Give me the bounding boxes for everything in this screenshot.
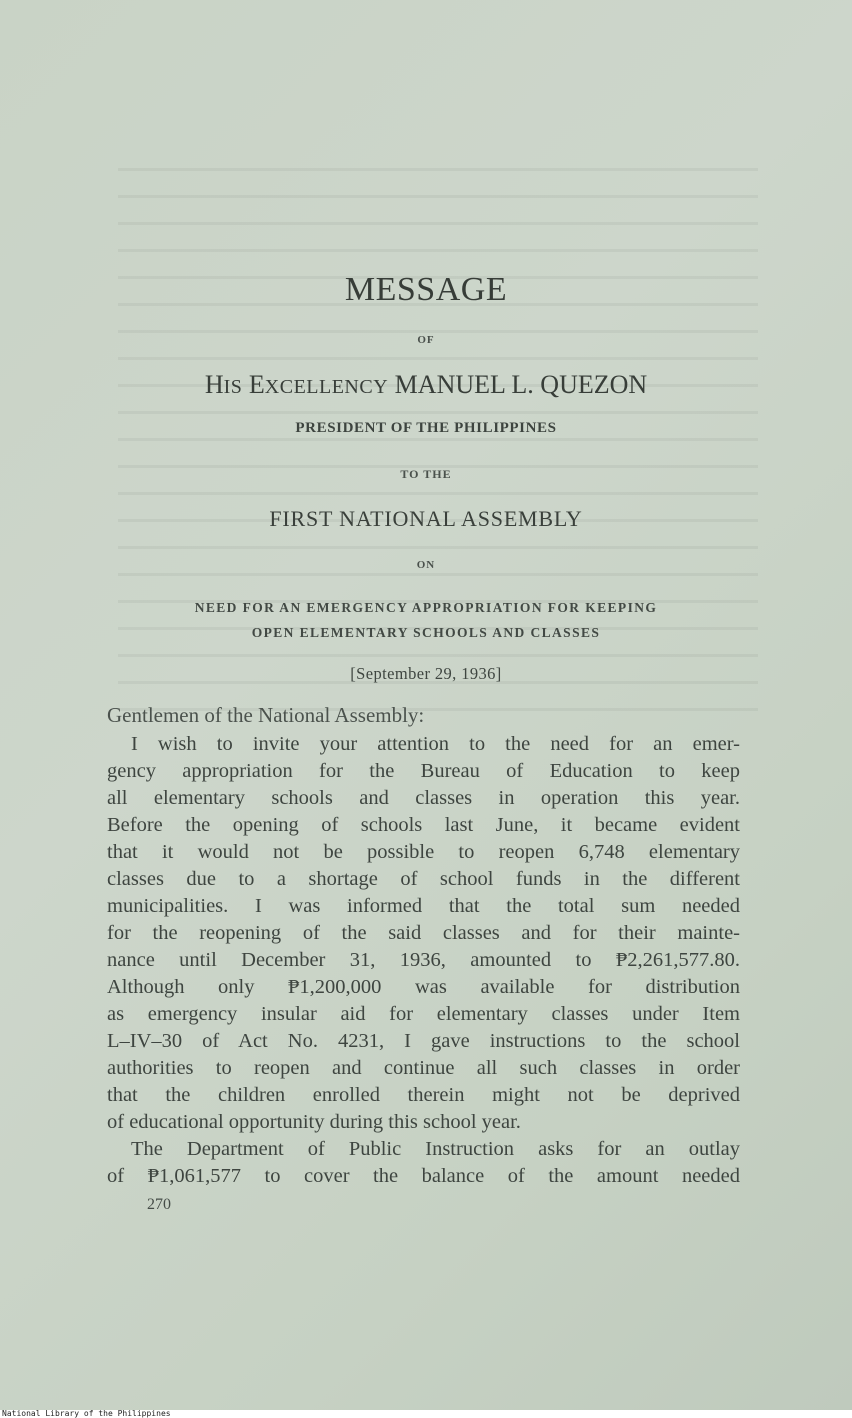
salutation: Gentlemen of the National Assembly: [107,703,425,727]
body-line: that it would not be possible to reopen 6,748 elementary [107,841,740,863]
body-line: that the children enrolled therein might not be deprived [107,1084,740,1106]
excellency-initial: E [248,370,265,399]
assembly-name: FIRST NATIONAL ASSEMBLY [269,506,583,531]
paragraph-2 [107,1136,740,1190]
president-position: PRESIDENT OF THE PHILIPPINES [295,420,557,436]
excellency-rest: XCELLENCY [264,376,389,398]
subject-line-2: OPEN ELEMENTARY SCHOOLS AND CLASSES [251,625,601,640]
to-the-label: TO THE [400,467,452,481]
body-line: as emergency insular aid for elementary classes under Item [107,1003,740,1025]
body-line: L–IV–30 of Act No. 4231, I gave instructions to the school [107,1030,740,1052]
document-title: MESSAGE [344,271,508,308]
body-line: municipalities. I was informed that the total sum needed [107,895,740,917]
body-line: all elementary schools and classes in operation this year. [107,787,740,809]
on-label: ON [416,559,436,571]
addressee-line [0,370,852,400]
body-line: The Department of Public Instruction asks for an outlay [131,1138,740,1160]
subject-line-1: NEED FOR AN EMERGENCY APPROPRIATION FOR KEEPING [194,600,658,615]
body-line: gency appropriation for the Bureau of Education to keep [107,760,740,782]
body-line: I wish to invite your attention to the need for an emer- [131,733,740,755]
body-line: Before the opening of schools last June, it became evident [107,814,740,836]
his-initial: H [204,370,224,399]
president-name: MANUEL L. QUEZON [394,370,648,399]
message-date: [September 29, 1936] [350,664,502,683]
page-number: 270 [147,1196,171,1213]
body-line: of educational opportunity during this school year. [107,1111,521,1133]
body-line: of ₱1,061,577 to cover the balance of the amount needed [107,1165,740,1187]
bleed-through-shadow [118,168,758,728]
paragraph-1 [107,731,740,1136]
library-credit: National Library of the Philippines [2,1409,171,1418]
body-line: classes due to a shortage of school funds in the different [107,868,740,890]
his-rest: IS [223,376,243,398]
body-line: Although only ₱1,200,000 was available for distribution [107,976,740,998]
body-line: authorities to reopen and continue all such classes in order [107,1057,740,1079]
body-line: for the reopening of the said classes and for their mainte- [107,922,740,944]
body-line: nance until December 31, 1936, amounted to ₱2,261,577.80. [107,949,740,971]
of-label: OF [417,334,435,346]
